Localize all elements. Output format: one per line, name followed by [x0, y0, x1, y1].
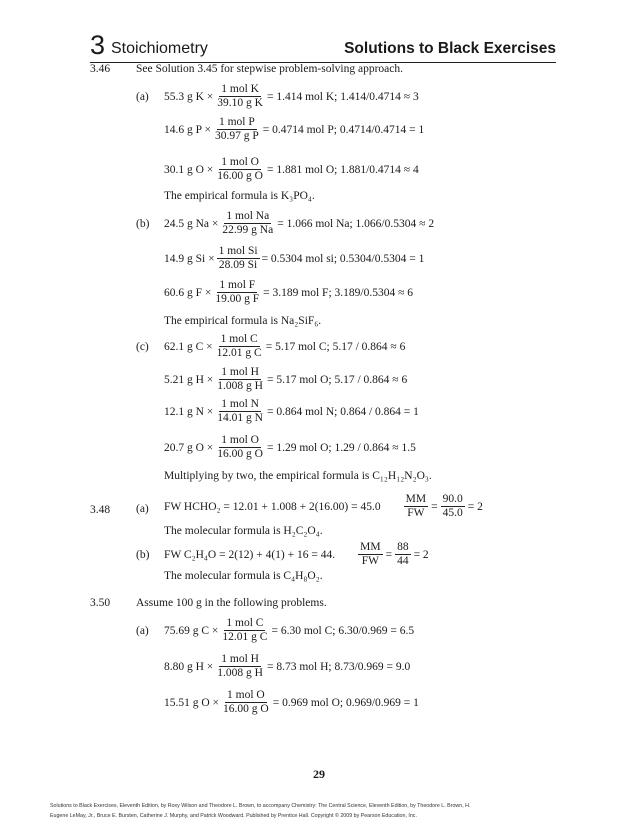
fraction-numerator: MM [360, 541, 381, 553]
eq-right: = 6.30 mol C; 6.30/0.969 = 6.5 [271, 624, 415, 637]
fraction-denominator: 14.01 g N [217, 412, 263, 424]
eq-right: = 0.969 mol O; 0.969/0.969 = 1 [272, 696, 419, 709]
fraction-numerator: 1 mol O [221, 156, 259, 168]
footer-line-1: Solutions to Black Exercises, Eleventh Edition, by Roxy Wilson and Theodore L. Brown, to accompany Chemistry: The Central Science, Eleventh Edition, by Theodore L. Brown, H. [50, 803, 471, 809]
result: = 2 [467, 500, 483, 513]
fraction-numerator: 1 mol Na [226, 210, 270, 222]
fraction [215, 333, 264, 360]
empirical-formula-a: The empirical formula is K₃PO₄. [164, 190, 315, 202]
equation-oxygen-350 [164, 689, 419, 716]
eq-left: 5.21 g H × [164, 373, 214, 386]
equation-potassium [164, 83, 419, 110]
eq-left: 15.51 g O × [164, 696, 220, 709]
part-a-label: (a) [136, 91, 149, 103]
eq-left: 24.5 g Na × [164, 217, 219, 230]
part-a-label: (a) [136, 503, 149, 515]
eq-left: 30.1 g O × [164, 163, 214, 176]
fw-calculation-a [164, 493, 483, 520]
fraction [217, 245, 260, 272]
fraction-numerator: 1 mol P [218, 116, 255, 128]
formula-weight: FW C₂H₄O = 2(12) + 4(1) + 16 = 44. [164, 548, 336, 561]
fraction-denominator: 45.0 [442, 507, 463, 519]
part-a-label: (a) [136, 625, 149, 637]
fraction [215, 366, 265, 393]
eq-right: = 0.864 mol N; 0.864 / 0.864 = 1 [266, 405, 419, 418]
fraction-denominator: 12.01 g C [222, 631, 268, 643]
fraction [213, 116, 261, 143]
fraction [215, 434, 265, 461]
part-c-label: (c) [136, 341, 149, 353]
fraction-numerator: 1 mol F [219, 279, 256, 291]
result: = 2 [413, 548, 429, 561]
fraction-denominator: 16.00 g O [223, 703, 269, 715]
equation-fluorine [164, 279, 413, 306]
eq-left: 12.1 g N × [164, 405, 214, 418]
eq-left: 20.7 g O × [164, 441, 214, 454]
fraction [215, 156, 265, 183]
fraction [215, 653, 265, 680]
page-number: 29 [313, 767, 325, 781]
fraction-denominator: FW [361, 555, 379, 567]
problem-3-50-intro: Assume 100 g in the following problems. [136, 597, 327, 609]
eq-right: = 1.414 mol K; 1.414/0.4714 ≈ 3 [266, 90, 419, 103]
equation-nitrogen [164, 398, 419, 425]
fraction-numerator: 1 mol O [221, 434, 259, 446]
equation-carbon-350 [164, 617, 414, 644]
fraction-denominator: 12.01 g C [216, 347, 262, 359]
molecular-formula-b: The molecular formula is C₄H₈O₂. [164, 570, 323, 582]
fraction-denominator: FW [407, 507, 425, 519]
page-header [90, 28, 556, 63]
eq-left: 75.69 g C × [164, 624, 219, 637]
fraction [220, 617, 269, 644]
fraction-numerator: 88 [397, 541, 409, 553]
fraction-numerator: 1 mol O [227, 689, 265, 701]
eq-left: 55.3 g K × [164, 90, 214, 103]
fraction-numerator: 1 mol C [226, 617, 264, 629]
equation-sodium [164, 210, 434, 237]
problem-number-3-46: 3.46 [90, 63, 111, 75]
empirical-formula-c: Multiplying by two, the empirical formula is C₁₂H₁₂N₂O₃. [164, 470, 432, 482]
fraction-numerator: 1 mol C [220, 333, 258, 345]
value-fraction [395, 541, 411, 568]
fraction-denominator: 44 [397, 555, 409, 567]
chapter-number: 3 [90, 30, 106, 60]
fraction-numerator: 1 mol H [221, 653, 259, 665]
equation-carbon [164, 333, 405, 360]
fraction-numerator: 1 mol N [221, 398, 259, 410]
part-b-label: (b) [136, 549, 150, 561]
fraction-denominator: 19.00 g F [215, 293, 260, 305]
fraction [213, 279, 261, 306]
part-b-label: (b) [136, 218, 150, 230]
fraction [221, 689, 271, 716]
problem-number-3-48: 3.48 [90, 504, 111, 516]
fraction-denominator: 30.97 g P [214, 130, 259, 142]
eq-right: = 1.29 mol O; 1.29 / 0.864 ≈ 1.5 [266, 441, 416, 454]
ratio-fraction [404, 493, 428, 520]
fraction [215, 83, 265, 110]
fraction-numerator: MM [405, 493, 427, 505]
fraction [220, 210, 275, 237]
fraction-numerator: 1 mol K [221, 83, 259, 95]
equation-oxygen [164, 156, 419, 183]
formula-weight: FW HCHO₂ = 12.01 + 1.008 + 2(16.00) = 45.0 [164, 500, 381, 513]
eq-left: 14.9 g Si × [164, 252, 215, 265]
fraction-denominator: 22.99 g Na [222, 224, 274, 236]
footer-line-2: Eugene LeMay, Jr., Bruce E. Bursten, Catherine J. Murphy, and Patrick Woodward. Published by Prentice Hall. Copyright © 2009 by Pearson Education, Inc. [50, 813, 417, 819]
eq-right: = 3.189 mol F; 3.189/0.5304 ≈ 6 [263, 286, 414, 299]
fraction [215, 398, 265, 425]
fw-calculation-b [164, 541, 429, 568]
fraction-numerator: 90.0 [442, 493, 463, 505]
fraction-denominator: 39.10 g K [217, 97, 263, 109]
eq-right: = 0.4714 mol P; 0.4714/0.4714 = 1 [262, 123, 425, 136]
eq-left: 14.6 g P × [164, 123, 211, 136]
fraction-denominator: 1.008 g H [217, 380, 263, 392]
chapter-title: Stoichiometry [111, 40, 208, 57]
fraction-denominator: 16.00 g O [217, 448, 263, 460]
eq-right: = 5.17 mol O; 5.17 / 0.864 ≈ 6 [266, 373, 408, 386]
section-title: Solutions to Black Exercises [344, 40, 556, 57]
eq-right: = 0.5304 mol si; 0.5304/0.5304 = 1 [261, 252, 425, 265]
ratio-fraction [358, 541, 382, 568]
equation-hydrogen [164, 366, 407, 393]
molecular-formula-a: The molecular formula is H₂C₂O₄. [164, 525, 323, 537]
fraction-denominator: 1.008 g H [217, 667, 263, 679]
eq-left: 8.80 g H × [164, 660, 214, 673]
fraction-numerator: 1 mol H [221, 366, 259, 378]
eq-right: = 5.17 mol C; 5.17 / 0.864 ≈ 6 [265, 340, 406, 353]
fraction-denominator: 16.00 g O [217, 170, 263, 182]
eq-left: 62.1 g C × [164, 340, 213, 353]
equation-hydrogen-350 [164, 653, 410, 680]
equation-oxygen-c [164, 434, 416, 461]
eq-right: = 1.066 mol Na; 1.066/0.5304 ≈ 2 [277, 217, 435, 230]
equation-silicon [164, 245, 424, 272]
fraction-numerator: 1 mol Si [218, 245, 258, 257]
eq-right: = 1.881 mol O; 1.881/0.4714 ≈ 4 [266, 163, 419, 176]
value-fraction [441, 493, 465, 520]
eq-right: = 8.73 mol H; 8.73/0.969 = 9.0 [266, 660, 411, 673]
equals: = [385, 548, 393, 561]
fraction-denominator: 28.09 Si [218, 259, 258, 271]
empirical-formula-b: The empirical formula is Na₂SiF₆. [164, 315, 322, 327]
problem-3-46-intro: See Solution 3.45 for stepwise problem-solving approach. [136, 63, 404, 75]
problem-number-3-50: 3.50 [90, 597, 111, 609]
eq-left: 60.6 g F × [164, 286, 212, 299]
equals: = [431, 500, 438, 513]
equation-phosphorus [164, 116, 424, 143]
